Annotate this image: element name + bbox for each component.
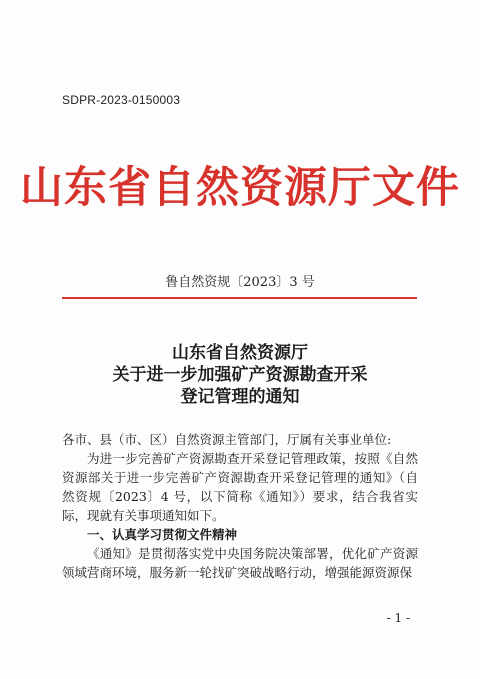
page-number: - 1 - <box>386 611 410 625</box>
issuer-header: 山东省自然资源厅文件 <box>20 163 460 213</box>
document-title <box>0 342 480 408</box>
title-line-1: 山东省自然资源厅 <box>172 343 308 363</box>
title-line-3: 登记管理的通知 <box>180 387 300 407</box>
red-divider <box>62 297 417 299</box>
salutation: 各市、县（市、区）自然资源主管部门，厅属有关事业单位: <box>62 432 392 447</box>
document-number: 鲁自然资规〔2023〕3 号 <box>165 275 315 290</box>
title-line-2: 关于进一步加强矿产资源勘查开采 <box>112 365 368 385</box>
document-code: SDPR-2023-0150003 <box>62 93 181 107</box>
document-body <box>62 430 418 582</box>
paragraph-1: 为进一步完善矿产资源勘查开采登记管理政策，按照《自然资源部关于进一步完善矿产资源勘查开采登记管理的通知》（自然资规〔2023〕4 号，以下简称《通知》）要求，结合我省实际，现就有关事项通知如下。 <box>62 451 418 523</box>
paragraph-2: 《通知》是贯彻落实党中央国务院决策部署，优化矿产资源领域营商环境，服务新一轮找矿突破战略行动，增强能源资源保 <box>62 546 418 580</box>
section-heading-1: 一、认真学习贯彻文件精神 <box>87 527 238 542</box>
